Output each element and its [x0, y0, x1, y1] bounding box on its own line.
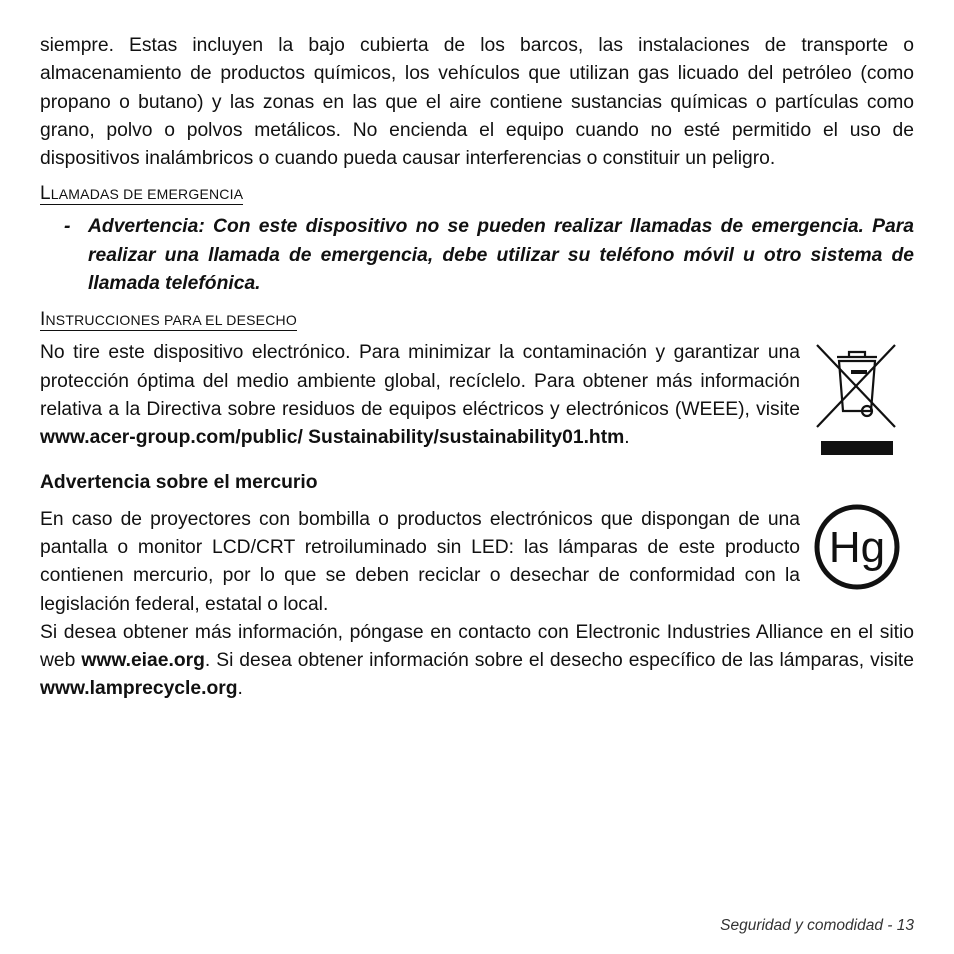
page-footer: Seguridad y comodidad - 13 [720, 917, 914, 934]
mercury-heading: Advertencia sobre el mercurio [40, 472, 318, 494]
hg-label: Hg [828, 522, 886, 572]
warning-bullet: - [64, 216, 71, 238]
weee-link[interactable]: www.acer-group.com/public/ Sustainability/sustainability01.htm [40, 427, 625, 449]
emergency-warning [40, 213, 914, 298]
document-page [40, 32, 914, 704]
disposal-section [40, 339, 914, 461]
mercury-icon-wrapper [800, 506, 914, 592]
emergency-heading: LLAMADAS DE EMERGENCIA [40, 183, 244, 205]
emergency-section-heading [40, 184, 914, 205]
weee-crossed-bin-icon [815, 343, 899, 461]
emergency-warning-text: Advertencia: Con este dispositivo no se pueden realizar llamadas de emergencia. Para realizar una llamada de emergencia, debe utilizar su teléfono móvil u otro sistema de llamada telefónica. [88, 216, 914, 295]
mercury-hg-icon [812, 502, 902, 592]
mercury-paragraph: En caso de proyectores con bombilla o productos electrónicos que dispongan de una pantalla o monitor LCD/CRT retroiluminado sin LED: las lámparas de este producto contienen mercurio, por lo que se deben reciclar o desechar de conformidad con la legislación federal, estatal o local. [40, 508, 800, 615]
disposal-heading: INSTRUCCIONES PARA EL DESECHO [40, 309, 297, 331]
disposal-section-heading [40, 310, 914, 331]
disposal-paragraph: No tire este dispositivo electrónico. Para minimizar la contaminación y garantizar una protección óptima del medio ambiente global, recíclelo. Para obtener más información relativa a la Directiva sobre residuos de equipos eléctricos y electrónicos (WEEE), visite www.acer-group.com/public/ Sustainability/sustainability01.htm. [40, 342, 800, 449]
mercury-section [40, 506, 914, 619]
lamprecycle-link[interactable]: www.lamprecycle.org [40, 678, 238, 700]
intro-paragraph: siempre. Estas incluyen la bajo cubierta de los barcos, las instalaciones de transporte o almacenamiento de productos químicos, los vehículos que utilizan gas licuado del petróleo (como propano o butano) y las zonas en las que el aire contiene sustancias químicas o partículas como grano, polvo o polvos metálicos. No encienda el equipo cuando no esté permitido el uso de dispositivos inalámbricos o cuando pueda causar interferencias o constituir un peligro. [40, 35, 914, 170]
weee-icon-wrapper [800, 339, 914, 461]
mercury-more-info: Si desea obtener más información, póngase en contacto con Electronic Industries Alliance en el sitio web www.eiae.org. Si desea obtener información sobre el desecho específico de las lámparas, visite www.lamprecycle.org. [40, 621, 914, 700]
eiae-link[interactable]: www.eiae.org [81, 650, 205, 672]
